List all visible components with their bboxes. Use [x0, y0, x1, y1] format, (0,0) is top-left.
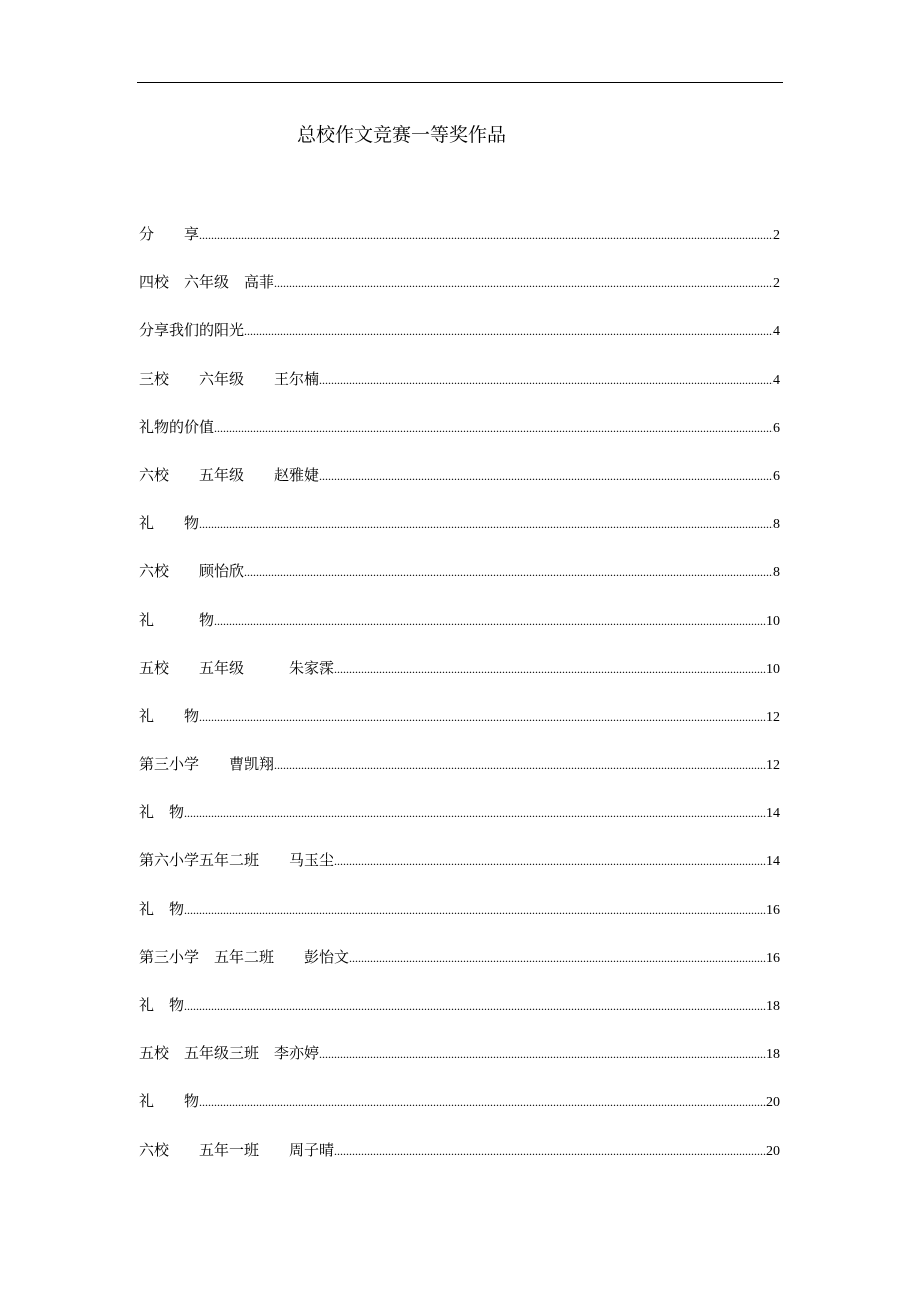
toc-page-number: 20 [766, 1143, 780, 1159]
toc-page-number: 16 [766, 902, 780, 918]
toc-entry-label: 礼 物 [139, 899, 185, 918]
toc-dot-leader [319, 466, 773, 486]
toc-page-number: 4 [773, 372, 780, 388]
toc-entry-label: 六校 五年级 赵雅婕 [139, 465, 320, 484]
toc-entry[interactable] [139, 899, 780, 947]
toc-entry-label: 礼 物 [139, 514, 200, 533]
toc-dot-leader [334, 1141, 766, 1161]
toc-page-number: 12 [766, 709, 780, 725]
toc-page-number: 14 [766, 854, 780, 870]
toc-page-number: 12 [766, 758, 780, 774]
toc-dot-leader [199, 514, 773, 534]
toc-page-number: 10 [766, 613, 780, 629]
toc-dot-leader [274, 273, 773, 293]
toc-entry[interactable] [139, 995, 780, 1043]
table-of-contents [139, 224, 780, 1188]
toc-entry[interactable] [139, 802, 780, 850]
toc-entry-label: 第六小学五年二班 马玉尘 [139, 851, 335, 870]
toc-entry[interactable] [139, 272, 780, 320]
toc-dot-leader [334, 851, 766, 871]
toc-entry[interactable] [139, 1043, 780, 1091]
toc-entry[interactable] [139, 1140, 780, 1188]
toc-dot-leader [334, 659, 766, 679]
toc-page-number: 14 [766, 806, 780, 822]
toc-dot-leader [274, 755, 766, 775]
toc-page-number: 6 [773, 468, 780, 484]
toc-page-number: 4 [773, 324, 780, 340]
toc-page-number: 2 [773, 276, 780, 292]
toc-entry[interactable] [139, 369, 780, 417]
toc-dot-leader [214, 418, 773, 438]
toc-entry[interactable] [139, 754, 780, 802]
toc-dot-leader [349, 948, 766, 968]
toc-page-number: 20 [766, 1095, 780, 1111]
toc-dot-leader [244, 321, 773, 341]
toc-entry-label: 六校 顾怡欣 [139, 562, 245, 581]
toc-entry-label: 四校 六年级 高菲 [139, 273, 275, 292]
toc-entry-label: 礼物的价值 [139, 417, 215, 436]
header-rule [137, 82, 783, 83]
toc-dot-leader [184, 900, 766, 920]
toc-page-number: 18 [766, 999, 780, 1014]
toc-page-number: 8 [773, 565, 780, 581]
toc-entry[interactable] [139, 850, 780, 898]
toc-entry-label: 礼 物 [139, 706, 200, 725]
toc-dot-leader [319, 370, 773, 390]
toc-dot-leader [199, 1092, 766, 1112]
toc-entry-label: 礼 物 [139, 1092, 200, 1111]
toc-entry-label: 分享我们的阳光 [139, 321, 245, 340]
toc-entry-label: 礼 物 [139, 803, 185, 822]
toc-entry[interactable] [139, 320, 780, 368]
toc-entry-label: 分 享 [139, 225, 200, 243]
toc-dot-leader [199, 707, 766, 727]
toc-entry-label: 六校 五年一班 周子晴 [139, 1140, 335, 1159]
toc-entry-label: 五校 五年级三班 李亦婷 [139, 1044, 320, 1063]
toc-entry[interactable] [139, 417, 780, 465]
toc-entry[interactable] [139, 513, 780, 561]
toc-entry[interactable] [139, 1091, 780, 1139]
toc-entry-label: 五校 五年级 朱家霂 [139, 658, 335, 677]
toc-entry-label: 第三小学 五年二班 彭怡文 [139, 947, 350, 966]
toc-entry[interactable] [139, 947, 780, 995]
toc-page-number: 8 [773, 517, 780, 533]
toc-dot-leader [184, 996, 766, 1016]
toc-dot-leader [199, 225, 773, 245]
toc-entry[interactable] [139, 465, 780, 513]
toc-entry-label: 三校 六年级 王尔楠 [139, 369, 320, 388]
toc-page-number: 10 [766, 661, 780, 677]
toc-entry[interactable] [139, 706, 780, 754]
toc-dot-leader [319, 1044, 766, 1064]
toc-entry[interactable] [139, 224, 780, 272]
document-title: 总校作文竞赛一等奖作品 [297, 124, 507, 146]
toc-dot-leader [244, 562, 773, 582]
toc-dot-leader [184, 803, 766, 823]
toc-page-number: 16 [766, 950, 780, 966]
toc-entry[interactable] [139, 658, 780, 706]
toc-entry[interactable] [139, 561, 780, 609]
toc-dot-leader [214, 611, 766, 631]
toc-page-number: 2 [773, 228, 780, 243]
toc-entry-label: 第三小学 曹凯翔 [139, 755, 275, 774]
toc-page-number: 18 [766, 1047, 780, 1063]
toc-entry-label: 礼 物 [139, 610, 215, 629]
toc-entry-label: 礼 物 [139, 996, 185, 1014]
toc-page-number: 6 [773, 420, 780, 436]
toc-entry[interactable] [139, 610, 780, 658]
